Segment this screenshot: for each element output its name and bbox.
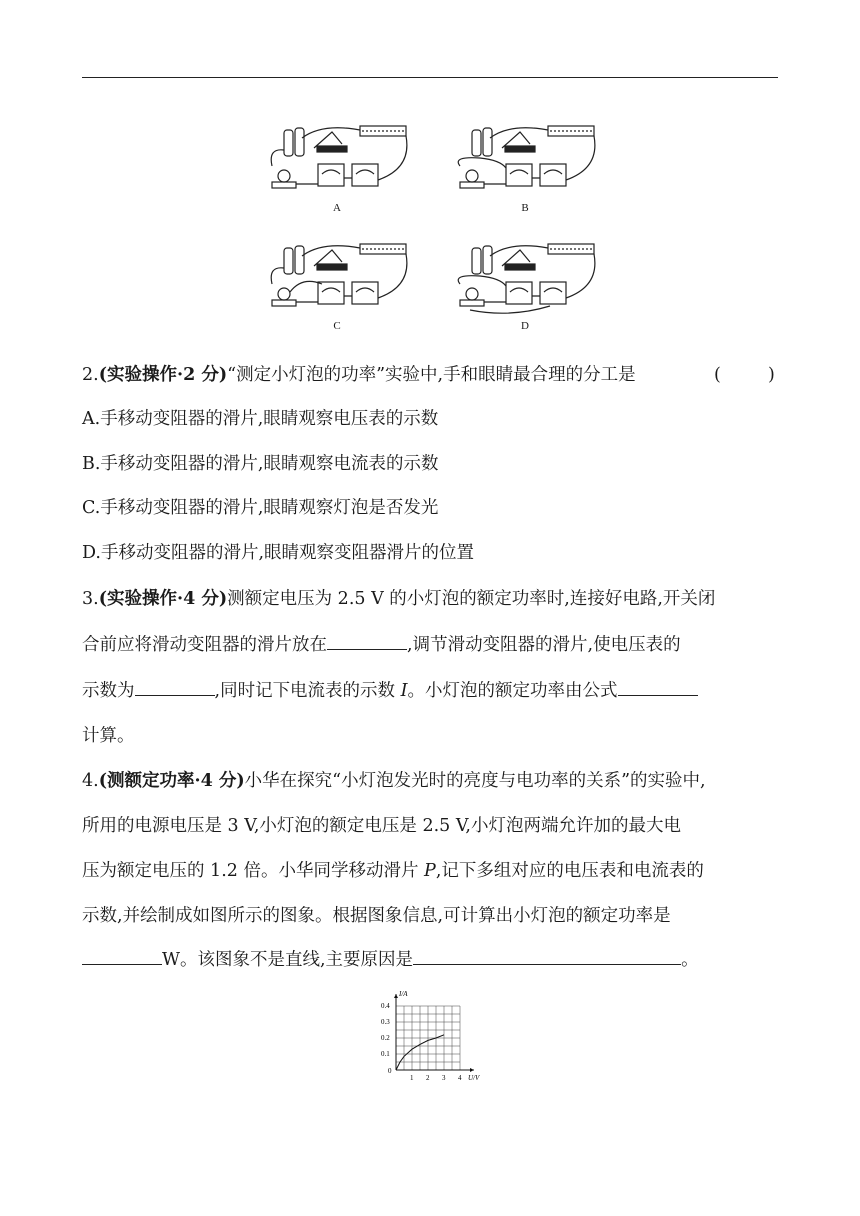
answer-paren-close: ): [768, 365, 775, 385]
y-tick-label: 0.3: [381, 1018, 390, 1026]
question-text: ,调节滑动变阻器的滑片,使电压表的: [407, 635, 681, 655]
answer-paren-open: (: [714, 365, 721, 385]
question-3: [82, 581, 782, 617]
circuit-drawing: [262, 236, 412, 318]
question-4-line-2: 所用的电源电压是 3 V,小灯泡的额定电压是 2.5 V,小灯泡两端允许加的最大电: [82, 816, 681, 836]
question-text: ,记下多组对应的电压表和电流表的: [435, 861, 704, 881]
y-tick-label: 0.1: [381, 1050, 390, 1058]
option-b: B.手移动变阻器的滑片,眼睛观察电流表的示数: [82, 454, 439, 474]
question-4-line-3: [82, 853, 782, 889]
question-text: 压为额定电压的 1.2 倍。小华同学移动滑片: [82, 861, 425, 881]
question-4: [82, 763, 794, 799]
answer-blank[interactable]: [413, 946, 681, 965]
y-axis-label: I/A: [399, 990, 408, 998]
question-text: 小华在探究“小灯泡发光时的亮度与电功率的关系”的实验中,: [244, 771, 706, 791]
x-tick-label: 4: [458, 1074, 462, 1082]
circuit-figure-a: [262, 118, 412, 214]
question-number: 3.: [82, 589, 99, 609]
header-rule: [82, 77, 778, 78]
question-4-line-4: 示数,并绘制成如图所示的图象。根据图象信息,可计算出小灯泡的额定功率是: [82, 906, 671, 926]
variable-i: I: [400, 681, 408, 701]
x-tick-label: 3: [442, 1074, 446, 1082]
option-d: D.手移动变阻器的滑片,眼睛观察变阻器滑片的位置: [82, 543, 475, 563]
origin-label: 0: [388, 1067, 392, 1075]
question-3-line-4: 计算。: [82, 726, 135, 746]
option-c: C.手移动变阻器的滑片,眼睛观察灯泡是否发光: [82, 498, 439, 518]
circuit-label-d: D: [521, 320, 529, 332]
question-tag: (实验操作·4 分): [98, 589, 228, 609]
circuit-label-a: A: [333, 202, 341, 214]
y-tick-label: 0.4: [381, 1002, 390, 1010]
answer-blank[interactable]: [327, 631, 407, 650]
y-axis-arrow: [394, 994, 398, 998]
circuit-drawing: [450, 118, 600, 200]
y-tick-label: 0.2: [381, 1034, 390, 1042]
circuit-label-c: C: [333, 320, 341, 332]
question-text: 示数为: [82, 681, 135, 701]
circuit-figures: [262, 118, 612, 343]
answer-blank[interactable]: [135, 677, 215, 696]
question-number: 4.: [82, 771, 99, 791]
circuit-drawing: [262, 118, 412, 200]
x-tick-label: 1: [410, 1074, 414, 1082]
x-axis-label: U/V: [468, 1074, 480, 1082]
circuit-figure-b: [450, 118, 600, 214]
x-tick-label: 2: [426, 1074, 430, 1082]
answer-blank[interactable]: [618, 677, 698, 696]
current-voltage-graph: [368, 982, 488, 1086]
question-3-line-2: [82, 627, 782, 663]
x-axis-arrow: [470, 1068, 474, 1072]
question-text: “测定小灯泡的功率”实验中,手和眼睛最合理的分工是: [227, 365, 636, 385]
question-text: ,同时记下电流表的示数: [214, 681, 401, 701]
question-3-line-3: [82, 673, 782, 709]
chart-svg: [368, 982, 488, 1086]
variable-p: P: [424, 861, 436, 881]
question-tag: (测额定功率·4 分): [98, 771, 245, 791]
question-tag: (实验操作·2 分): [98, 365, 228, 385]
option-a: A.手移动变阻器的滑片,眼睛观察电压表的示数: [82, 409, 439, 429]
answer-blank[interactable]: [82, 946, 162, 965]
question-text: 合前应将滑动变阻器的滑片放在: [82, 635, 327, 655]
question-text: W。该图象不是直线,主要原因是: [162, 950, 414, 970]
question-text: 。小灯泡的额定功率由公式: [407, 681, 618, 701]
question-4-line-5: [82, 942, 782, 978]
circuit-figure-c: [262, 236, 412, 332]
circuit-figure-d: [450, 236, 600, 332]
question-2: [82, 357, 782, 393]
question-text: 测额定电压为 2.5 V 的小灯泡的额定功率时,连接好电路,开关闭: [227, 589, 716, 609]
circuit-label-b: B: [521, 202, 529, 214]
question-text: 。: [681, 950, 699, 970]
circuit-drawing: [450, 236, 600, 318]
question-number: 2.: [82, 365, 99, 385]
